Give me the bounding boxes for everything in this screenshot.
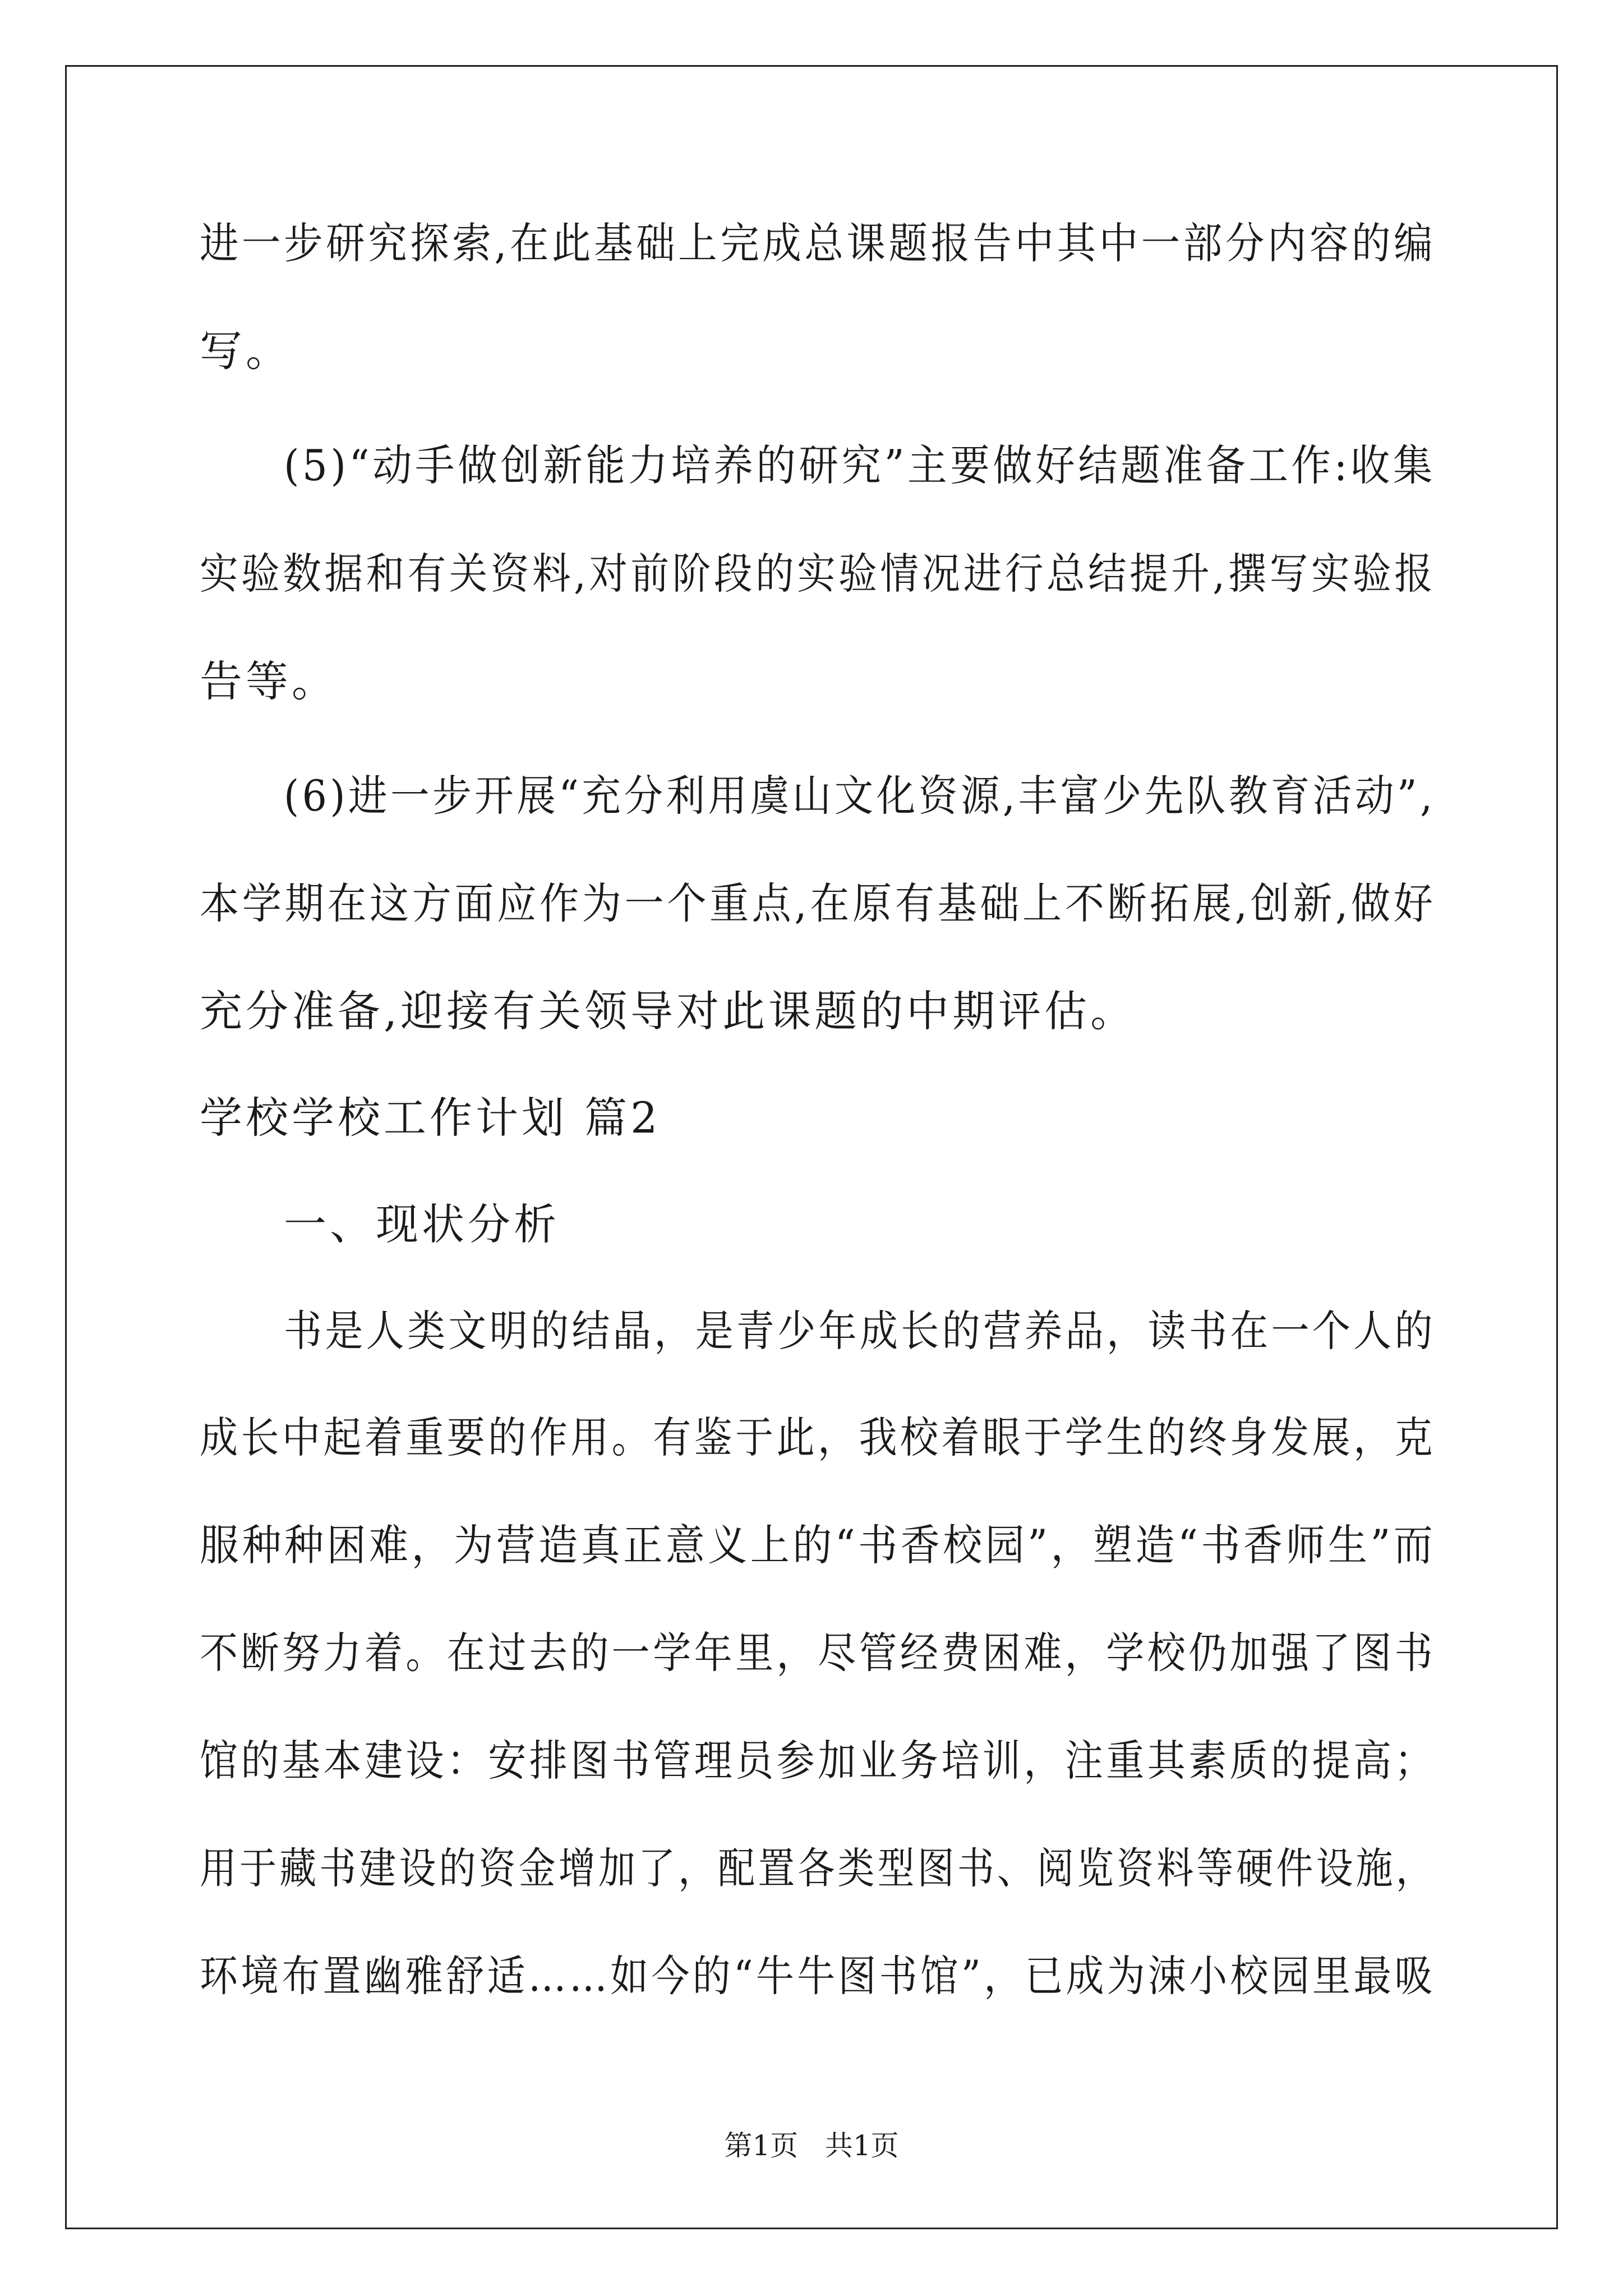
subsection-heading: 一、现状分析 bbox=[284, 1199, 560, 1249]
text-line: 本学期在这方面应作为一个重点,在原有基础上不断拓展,创新,做好 bbox=[200, 878, 1436, 928]
text-line: 书是人类文明的结晶，是青少年成长的营养品，读书在一个人的 bbox=[284, 1306, 1436, 1356]
page-border bbox=[65, 65, 1558, 2229]
text-line: 馆的基本建设：安排图书管理员参加业务培训，注重其素质的提高； bbox=[200, 1736, 1436, 1786]
text-line: (6)进一步开展“充分利用虞山文化资源,丰富少先队教育活动”, bbox=[284, 771, 1436, 821]
text-line: 成长中起着重要的作用。有鉴于此，我校着眼于学生的终身发展，克 bbox=[200, 1412, 1436, 1462]
text-line: 进一步研究探索,在此基础上完成总课题报告中其中一部分内容的编 bbox=[200, 218, 1436, 268]
text-line: 服种种困难，为营造真正意义上的“书香校园”，塑造“书香师生”而 bbox=[200, 1520, 1436, 1570]
text-line: 实验数据和有关资料,对前阶段的实验情况进行总结提升,撰写实验报 bbox=[200, 549, 1436, 599]
page-number-footer: 第1页 共1页 bbox=[724, 2129, 899, 2162]
text-line: 环境布置幽雅舒适……如今的“牛牛图书馆”，已成为涑小校园里最吸 bbox=[200, 1951, 1436, 2001]
text-line: 用于藏书建设的资金增加了，配置各类型图书、阅览资料等硬件设施， bbox=[200, 1843, 1436, 1893]
text-line: 写。 bbox=[200, 326, 292, 376]
text-line: 充分准备,迎接有关领导对此课题的中期评估。 bbox=[200, 986, 1137, 1036]
text-line: (5)“动手做创新能力培养的研究”主要做好结题准备工作:收集 bbox=[284, 440, 1436, 490]
text-line: 告等。 bbox=[200, 656, 338, 706]
section-heading: 学校学校工作计划 篇2 bbox=[200, 1093, 661, 1143]
text-line: 不断努力着。在过去的一学年里，尽管经费困难，学校仍加强了图书 bbox=[200, 1628, 1436, 1678]
